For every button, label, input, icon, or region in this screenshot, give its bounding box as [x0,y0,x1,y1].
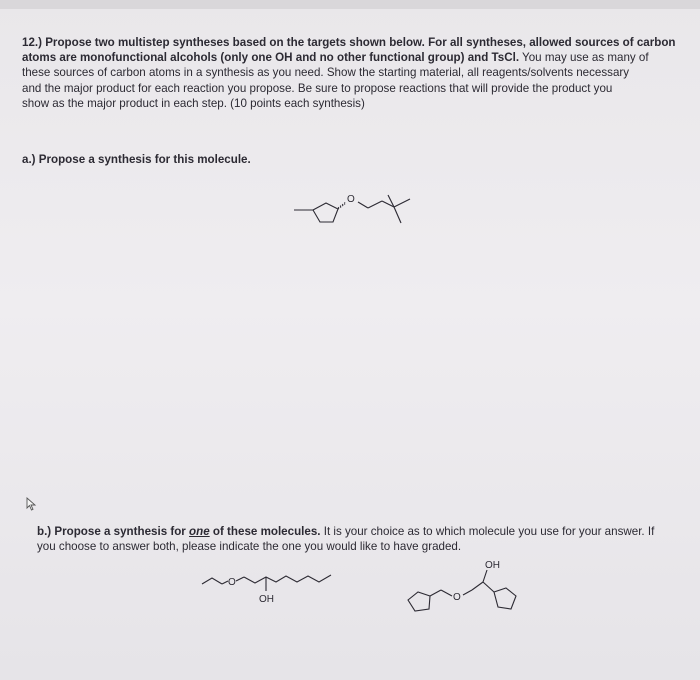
mol-a-cyclopentane-ring [313,203,338,222]
mol-b2-ch2-choh-bond [472,582,483,590]
mol-a-wedge-1 [338,204,345,209]
part-b-line-1: b.) Propose a synthesis for one of these molecules. It is your choice as to which molecule you use for your answer. If [37,525,655,538]
top-edge-bar [0,0,700,9]
mol-b1-hydroxyl-label: OH [259,594,274,605]
mouse-cursor-icon [26,497,38,511]
molecule-b2-structure [400,558,535,623]
mol-b2-hydroxyl-label: OH [485,560,500,571]
mol-a-oxygen-label: O [347,194,355,205]
mol-b2-left-cyclopentane [408,592,430,611]
q12-line-4: and the major product for each reaction you propose. Be sure to propose reactions that will provide the product you [22,81,613,95]
mol-b2-ring-ch2-bond [430,590,441,596]
mol-b1-o-c-bond [236,577,244,581]
q12-line-1: 12.) Propose two multistep syntheses based on the targets shown below. For all syntheses, allowed sources of carbon [22,36,676,49]
mol-b2-oxygen-label: O [453,592,461,603]
mol-a-tbu-methyl-2 [394,207,401,223]
q12-line-2: atoms are monofunctional alcohols (only one OH and no other functional group) and TsCl. You may use as many of [22,51,649,65]
mol-b1-ethyl-chain [202,578,222,584]
mol-a-o-ch2-bond [358,202,368,208]
molecule-a-structure [290,185,430,230]
question-12-text [22,35,692,111]
mol-b2-ch2-o-bond [441,590,452,596]
part-b-line-2: you choose to answer both, please indicate the one you would like to have graded. [37,540,462,554]
mol-b2-choh-ring-bond [483,582,494,592]
mol-b2-right-cyclopentane [494,588,516,609]
part-b-prompt [37,524,677,554]
part-a-prompt: a.) Propose a synthesis for this molecule. [22,153,251,166]
mol-b1-main-chain [244,575,331,583]
mol-a-wedge-2 [338,202,346,208]
mol-b1-oxygen-label: O [228,577,236,588]
mol-b2-choh-oh-bond [483,570,487,582]
q12-line-5: show as the major product in each step. (10 points each synthesis) [22,96,365,110]
mol-a-ch2-c-bond [368,201,382,208]
mol-a-tbu-methyl-1 [394,199,410,207]
molecule-b1-structure [200,565,350,610]
mol-b2-o-ch2-bond [463,590,472,595]
q12-line-3: these sources of carbon atoms in a synthesis as you need. Show the starting material, all reagents/solvents necessary [22,66,630,80]
